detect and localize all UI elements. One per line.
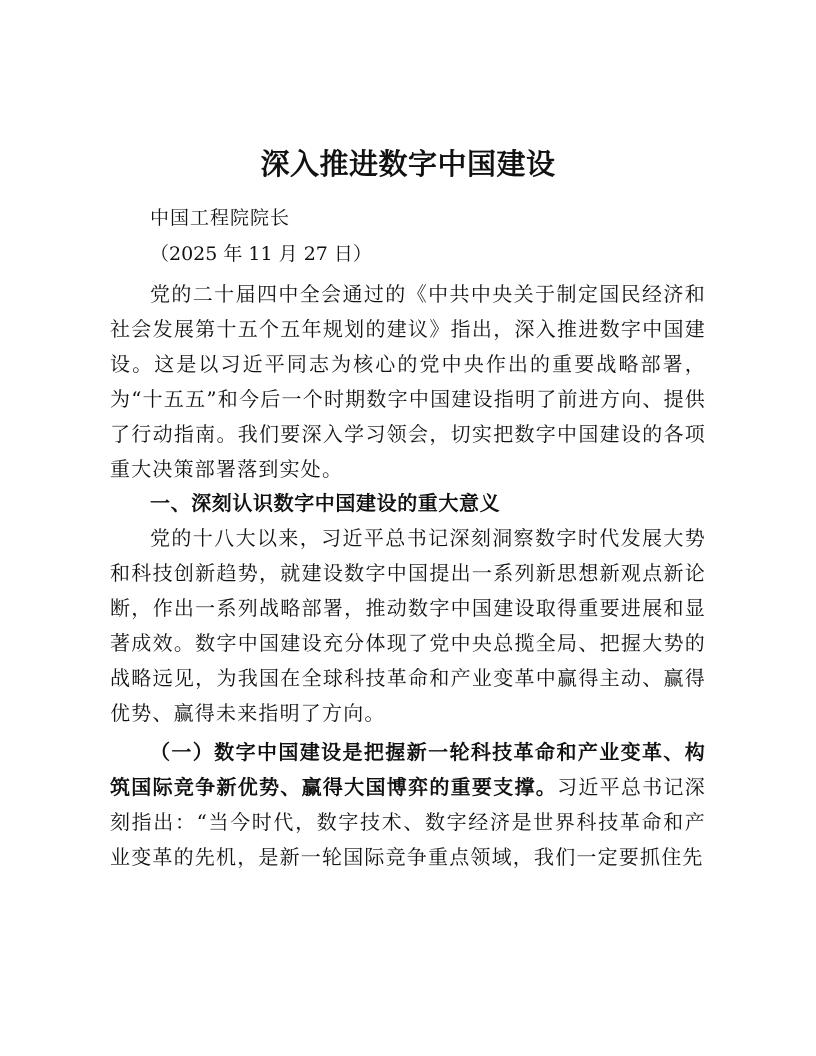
date-line: （2025 年 11 月 27 日） [150, 243, 372, 265]
document-body [110, 277, 706, 874]
section-paragraph: 党的十八大以来，习近平总书记深刻洞察数字时代发展大势和科技创新趋势，就建设数字中国提出一系列新思想新观点新论断，作出一系列战略部署，推动数字中国建设取得重要进展和显著成效。数字中国建设充分体现了党中央总揽全局、把握大势的战略远见，为我国在全球科技革命和产业变革中赢得主动、赢得优势、赢得未来指明了方向。 [110, 526, 706, 725]
author-line: 中国工程院院长 [150, 207, 291, 229]
subsection-paragraph [110, 735, 706, 875]
intro-paragraph: 党的二十届四中全会通过的《中共中央关于制定国民经济和社会发展第十五个五年规划的建议》指出，深入推进数字中国建设。这是以习近平同志为核心的党中央作出的重要战略部署，为“十五五”和今后一个时期数字中国建设指明了前进方向、提供了行动指南。我们要深入学习领会，切实把数字中国建设的各项重大决策部署落到实处。 [110, 282, 706, 481]
section-heading: 一、深刻认识数字中国建设的重大意义 [150, 491, 501, 516]
subsection-text: 习近平总书记深刻指出：“当今时代，数字技术、数字经济是世界科技革命和产业变革的先机，是新一轮国际竞争重点领域，我们一定要抓住先 [110, 774, 706, 869]
document-title: 深入推进数字中国建设 [260, 147, 556, 181]
subsection-heading: （一）数字中国建设是把握新一轮科技革命和产业变革、构筑国际竞争新优势、赢得大国博弈的重要支撑。 [110, 739, 706, 799]
